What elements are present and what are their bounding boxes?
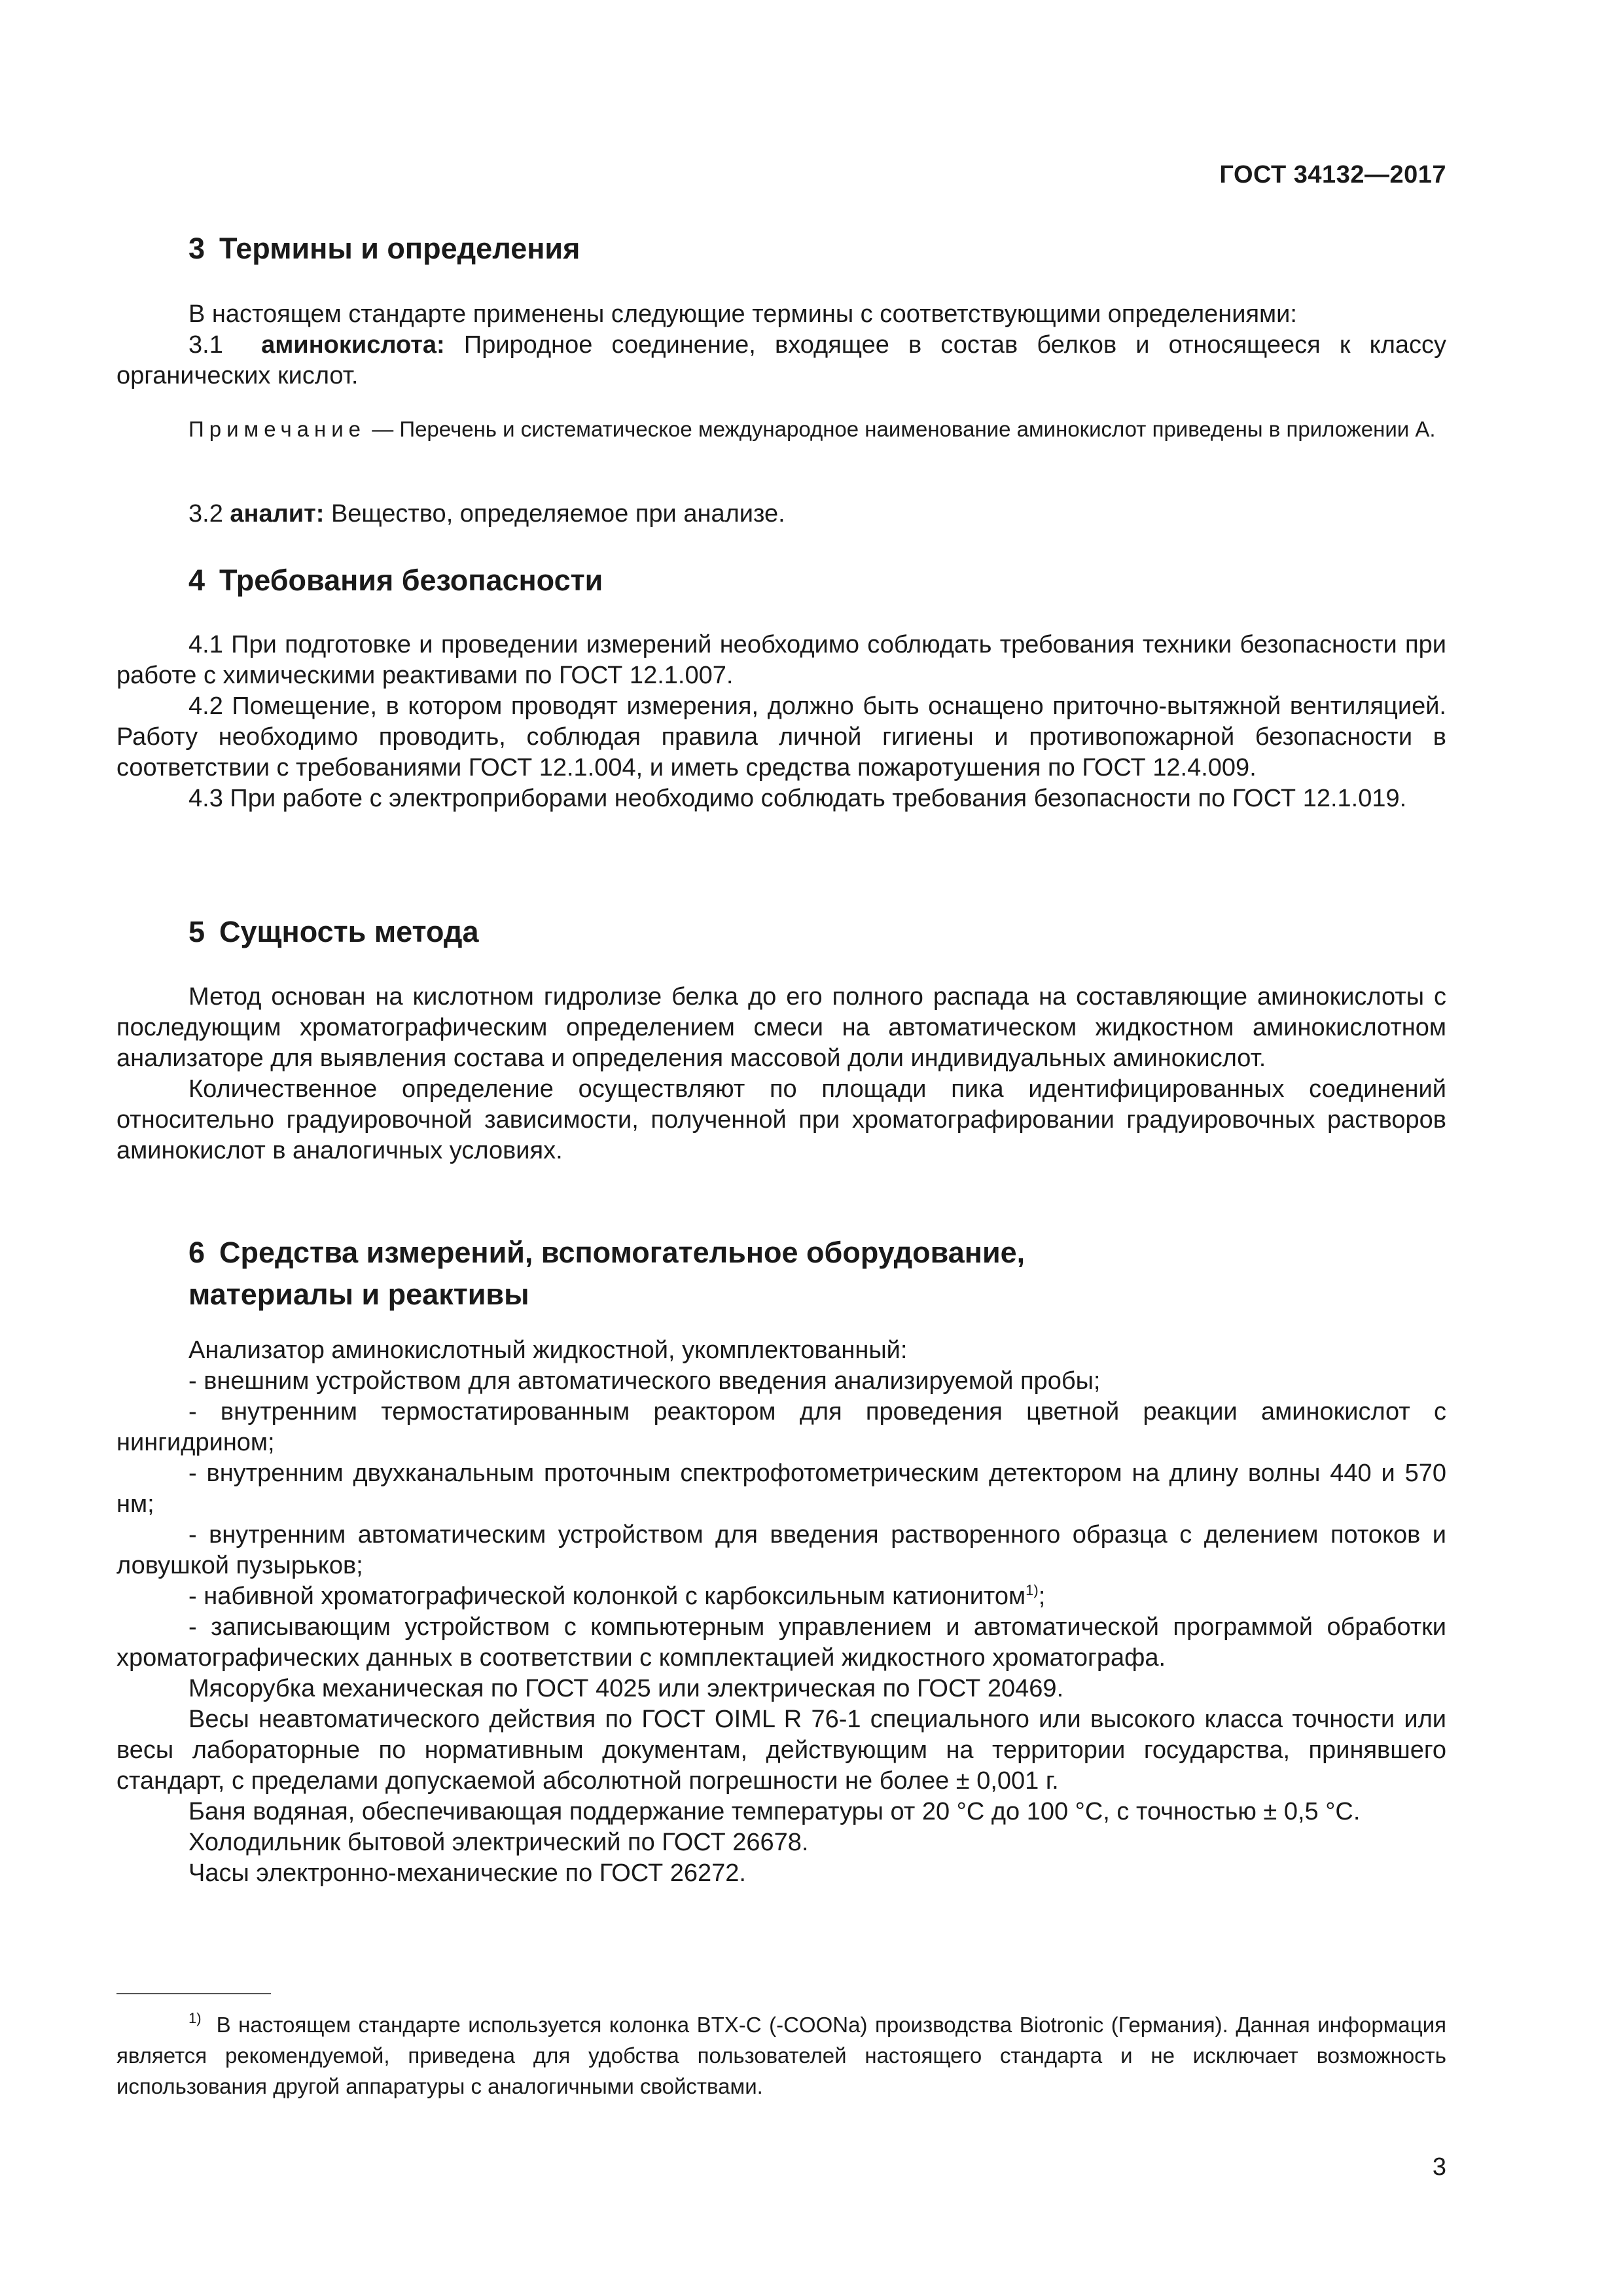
paragraph: 4.2 Помещение, в котором проводят измерения, должно быть оснащено приточно-вытяжной вентиляцией. Работу необходимо проводить, соблюдая правила личной гигиены и противопожарной безопасности в соответствии с требованиями ГОСТ 12.1.004, и иметь средства пожаротушения по ГОСТ 12.4.009.: [116, 692, 1446, 781]
note-text: — Перечень и систематическое международное наименование аминокислот приведены в приложении А.: [372, 417, 1436, 441]
section-title-line-1: Средства измерений, вспомогательное оборудование,: [219, 1236, 1026, 1269]
footnote-text: В настоящем стандарте используется колонка BTX-C (-COONa) производства Biotronic (Германия). Данная информация является рекомендуемой, приведена для удобства пользователей настоящего стандарта и не исключает возможность использования другой аппаратуры с аналогичными свойствами.: [116, 2013, 1446, 2098]
list-item: - внутренним двухканальным проточным спектрофотометрическим детектором на длину волны 440 и 570 нм;: [116, 1460, 1446, 1518]
term-3-2-block: [116, 499, 1446, 529]
term-name: аминокислота:: [261, 331, 445, 359]
section-4-body: [116, 630, 1446, 814]
term-definition: Вещество, определяемое при анализе.: [330, 500, 785, 528]
paragraph: Анализатор аминокислотный жидкостной, укомплектованный:: [188, 1336, 908, 1364]
paragraph: Количественное определение осуществляют по площади пика идентифицированных соединений относительно градуировочной зависимости, полученной при хроматографировании градуировочных растворов аминокислот в аналогичных условиях.: [116, 1075, 1446, 1164]
paragraph: Весы неавтоматического действия по ГОСТ OIML R 76-1 специального или высокого класса точности или весы лабораторные по нормативным документам, действующим на территории государства, принявшего стандарт, с пределами допускаемой абсолютной погрешности не более ± 0,001 г.: [116, 1706, 1446, 1795]
section-3-body: [116, 299, 1446, 391]
paragraph: В настоящем стандарте применены следующие термины с соответствующими определениями:: [188, 300, 1297, 328]
footnote-ref: 1): [1026, 1582, 1039, 1598]
paragraph: Часы электронно-механические по ГОСТ 26272.: [188, 1859, 746, 1887]
term-definition: Природное соединение, входящее в состав белков и относящееся к классу органических кислот.: [116, 331, 1447, 389]
section-number: 4: [188, 564, 205, 597]
paragraph: Баня водяная, обеспечивающая поддержание температуры от 20 °С до 100 °С, с точностью ± 0,5 °С.: [188, 1798, 1361, 1825]
section-title: Сущность метода: [219, 915, 479, 948]
page-number: 3: [1432, 2153, 1446, 2181]
section-number: 6: [188, 1236, 205, 1269]
paragraph: Метод основан на кислотном гидролизе белка до его полного распада на составляющие аминокислоты с последующим хроматографическим определением смеси на автоматическом жидкостном аминокислотном анализаторе для выявления состава и определения массовой доли индивидуальных аминокислот.: [116, 983, 1446, 1072]
note: [116, 414, 1446, 445]
section-number: 3: [188, 232, 205, 265]
list-item-text: - набивной хроматографической колонкой с карбоксильным катионитом: [188, 1583, 1026, 1610]
section-5-heading: [188, 911, 478, 953]
section-title: Термины и определения: [219, 232, 580, 265]
list-item: - внешним устройством для автоматического введения анализируемой пробы;: [188, 1367, 1101, 1395]
term-number: 3.2: [188, 500, 223, 528]
paragraph: 4.1 При подготовке и проведении измерений необходимо соблюдать требования техники безопасности при работе с химическими реактивами по ГОСТ 12.1.007.: [116, 631, 1446, 689]
section-title: Требования безопасности: [219, 564, 603, 597]
list-item: [116, 1581, 1446, 1612]
section-4-heading: [188, 560, 603, 601]
section-6-body: [116, 1335, 1446, 1889]
term-name: аналит:: [230, 500, 325, 528]
section-number: 5: [188, 915, 205, 948]
list-item: - внутренним автоматическим устройством для введения растворенного образца с делением потоков и ловушкой пузырьков;: [116, 1521, 1446, 1579]
footnote-divider: [116, 1993, 271, 1994]
footnote: [116, 2009, 1446, 2102]
footnote-mark: 1): [188, 2010, 202, 2026]
paragraph: Мясорубка механическая по ГОСТ 4025 или электрическая по ГОСТ 20469.: [188, 1675, 1064, 1702]
list-item: - внутренним термостатированным реактором для проведения цветной реакции аминокислот с нингидрином;: [116, 1398, 1446, 1456]
term-3-1: [116, 330, 1446, 391]
note-label: Примечание: [188, 417, 366, 441]
document-page: [116, 0, 1446, 2296]
section-title-line-2: материалы и реактивы: [188, 1278, 529, 1311]
section-3-heading: [188, 228, 580, 270]
term-3-2: [116, 499, 1446, 529]
section-5-body: [116, 982, 1446, 1166]
term-number: 3.1: [188, 331, 223, 359]
list-item: - записывающим устройством с компьютерным управлением и автоматической программой обработки хроматографических данных в соответствии с комплектацией жидкостного хроматографа.: [116, 1613, 1446, 1672]
paragraph: 4.3 При работе с электроприборами необходимо соблюдать требования безопасности по ГОСТ 12.1.019.: [188, 785, 1407, 812]
paragraph: Холодильник бытовой электрический по ГОСТ 26678.: [188, 1829, 809, 1856]
section-6-heading: [188, 1232, 1025, 1316]
document-id: ГОСТ 34132—2017: [1219, 161, 1446, 188]
list-item-tail: ;: [1038, 1583, 1046, 1610]
